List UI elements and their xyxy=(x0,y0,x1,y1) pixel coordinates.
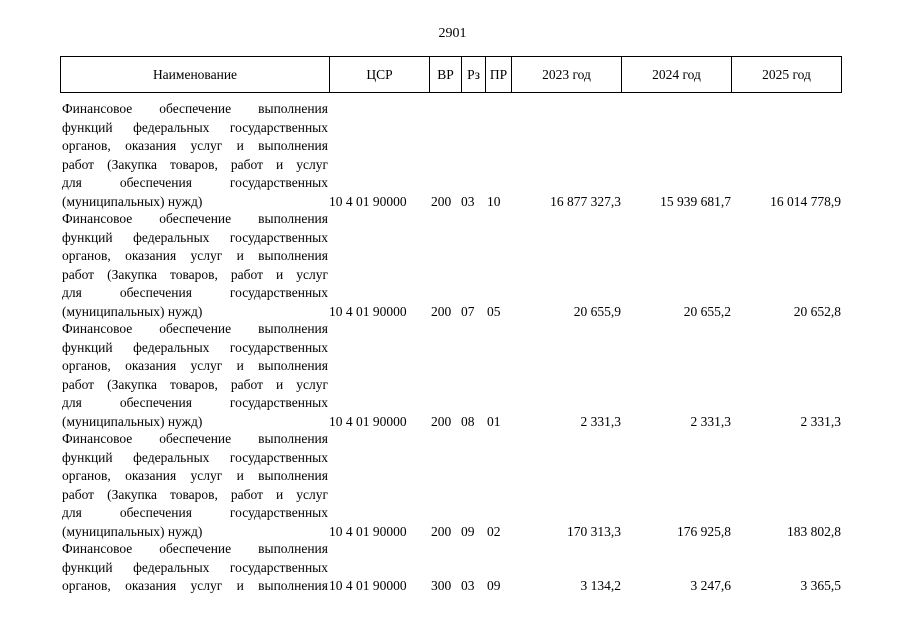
row-name-line: для обеспечения государственных xyxy=(62,175,328,191)
table-row xyxy=(60,426,850,539)
row-name-line: (муниципальных) нужд) xyxy=(62,413,203,429)
row-csr: 10 4 01 90000 xyxy=(329,578,407,594)
row-csr: 10 4 01 90000 xyxy=(329,304,407,319)
row-value-2024: 20 655,2 xyxy=(683,304,731,319)
row-vr: 200 xyxy=(431,414,452,429)
row-name-line: функций федеральных государственных xyxy=(62,559,328,575)
row-value-2023: 2 331,3 xyxy=(580,414,621,429)
header-2025: 2025 год xyxy=(732,57,842,93)
row-name-line: (муниципальных) нужд) xyxy=(62,303,203,319)
row-name xyxy=(62,540,328,596)
row-name xyxy=(62,320,328,432)
row-name-line: органов, оказания услуг и выполнения xyxy=(62,248,328,264)
row-name xyxy=(62,210,328,322)
row-csr: 10 4 01 90000 xyxy=(329,524,407,539)
row-value-2024: 15 939 681,7 xyxy=(660,194,731,209)
row-name-line: Финансовое обеспечение выполнения xyxy=(62,211,328,226)
row-name-line: для обеспечения государственных xyxy=(62,285,328,301)
header-pr: ПР xyxy=(486,57,512,93)
row-pr: 09 xyxy=(487,578,501,594)
header-2024: 2024 год xyxy=(622,57,732,93)
row-value-2023: 20 655,9 xyxy=(573,304,621,319)
row-rz: 08 xyxy=(461,414,475,429)
header-vr: ВР xyxy=(430,57,462,93)
table-header xyxy=(60,56,842,93)
row-name-line: органов, оказания услуг и выполнения xyxy=(62,468,328,484)
row-value-2024: 176 925,8 xyxy=(677,524,731,539)
row-vr: 200 xyxy=(431,304,452,319)
row-name-line: (муниципальных) нужд) xyxy=(62,193,203,209)
row-value-2024: 2 331,3 xyxy=(690,414,731,429)
table-row xyxy=(60,206,850,319)
row-name-line: органов, оказания услуг и выполнения xyxy=(62,358,328,374)
row-name-line: для обеспечения государственных xyxy=(62,395,328,411)
row-value-2023: 16 877 327,3 xyxy=(550,194,621,209)
table-body xyxy=(60,96,850,596)
row-value-2023: 3 134,2 xyxy=(580,578,621,594)
row-rz: 09 xyxy=(461,524,475,539)
row-name-line: Финансовое обеспечение выполнения xyxy=(62,431,328,446)
row-value-2025: 183 802,8 xyxy=(787,524,841,539)
row-rz: 07 xyxy=(461,304,475,319)
row-name-line: функций федеральных государственных xyxy=(62,449,328,465)
row-name xyxy=(62,430,328,542)
row-name-line: функций федеральных государственных xyxy=(62,119,328,135)
header-name: Наименование xyxy=(61,57,330,93)
header-2023: 2023 год xyxy=(512,57,622,93)
row-value-2025: 16 014 778,9 xyxy=(770,194,841,209)
row-pr: 02 xyxy=(487,524,501,539)
row-vr: 300 xyxy=(431,578,452,594)
row-name-line: работ (Закупка товаров, работ и услуг xyxy=(62,266,328,282)
row-name xyxy=(62,100,328,212)
row-value-2023: 170 313,3 xyxy=(567,524,621,539)
row-rz: 03 xyxy=(461,194,475,209)
row-name-line: работ (Закупка товаров, работ и услуг xyxy=(62,486,328,502)
row-rz: 03 xyxy=(461,578,475,594)
row-pr: 10 xyxy=(487,194,501,209)
row-csr: 10 4 01 90000 xyxy=(329,414,407,429)
table-row xyxy=(60,96,850,209)
row-pr: 01 xyxy=(487,414,501,429)
header-csr: ЦСР xyxy=(330,57,430,93)
row-name-line: работ (Закупка товаров, работ и услуг xyxy=(62,376,328,392)
row-csr: 10 4 01 90000 xyxy=(329,194,407,209)
row-value-2025: 2 331,3 xyxy=(800,414,841,429)
row-value-2025: 3 365,5 xyxy=(800,578,841,594)
row-value-2024: 3 247,6 xyxy=(690,578,731,594)
row-value-2025: 20 652,8 xyxy=(793,304,841,319)
page-number: 2901 xyxy=(438,26,467,41)
row-name-line: органов, оказания услуг и выполнения xyxy=(62,578,328,594)
row-name-line: Финансовое обеспечение выполнения xyxy=(62,321,328,336)
row-name-line: функций федеральных государственных xyxy=(62,229,328,245)
row-vr: 200 xyxy=(431,524,452,539)
row-name-line: органов, оказания услуг и выполнения xyxy=(62,138,328,154)
row-name-line: Финансовое обеспечение выполнения xyxy=(62,541,328,556)
table-row xyxy=(60,316,850,429)
row-name-line: Финансовое обеспечение выполнения xyxy=(62,101,328,116)
header-rz: Рз xyxy=(462,57,486,93)
row-pr: 05 xyxy=(487,304,501,319)
row-name-line: для обеспечения государственных xyxy=(62,505,328,521)
row-vr: 200 xyxy=(431,194,452,209)
row-name-line: работ (Закупка товаров, работ и услуг xyxy=(62,156,328,172)
row-name-line: (муниципальных) нужд) xyxy=(62,523,203,539)
table-row xyxy=(60,536,850,596)
row-name-line: функций федеральных государственных xyxy=(62,339,328,355)
